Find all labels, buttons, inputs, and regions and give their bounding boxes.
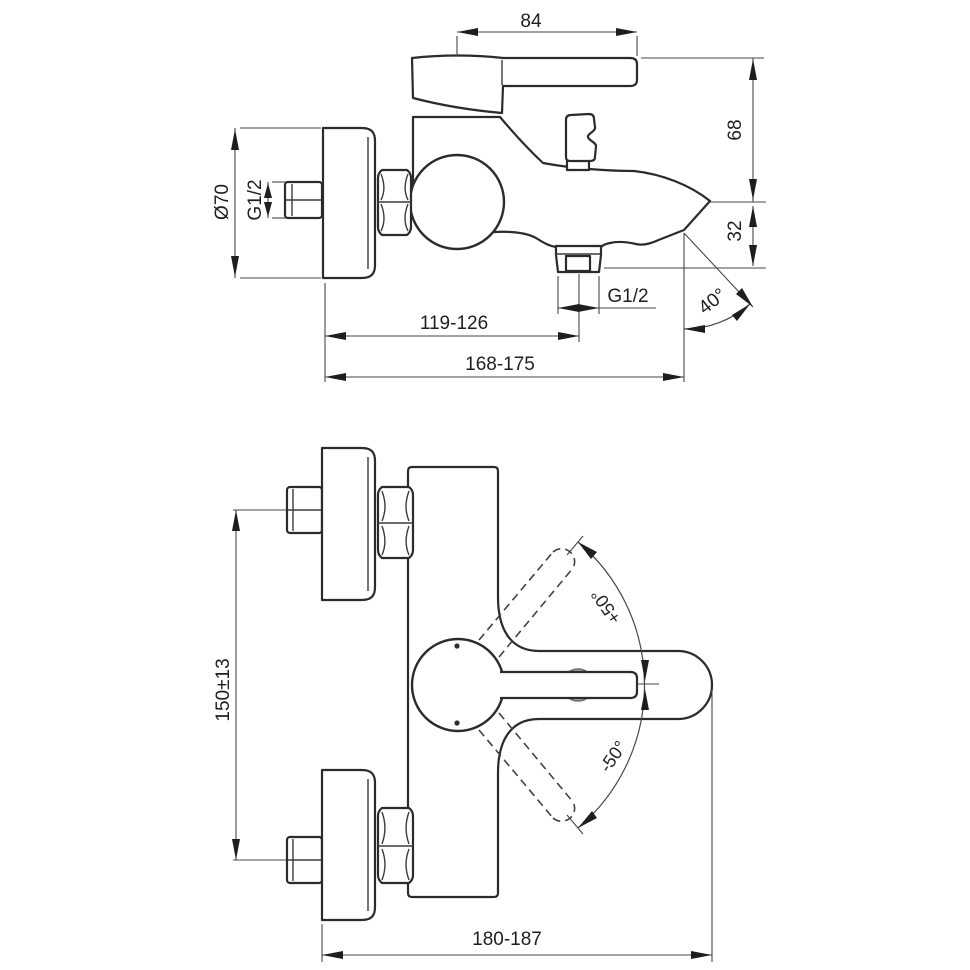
handle-lever xyxy=(412,56,637,114)
diverter-knob xyxy=(566,114,596,170)
dim-label-32: 32 xyxy=(725,220,746,242)
dim-label-40deg: 40° xyxy=(694,284,731,319)
dim-outlet-angle xyxy=(684,233,753,333)
lever-bar xyxy=(500,672,637,698)
upper-escutcheon xyxy=(322,448,375,600)
dim-label-68: 68 xyxy=(725,119,746,141)
lower-escutcheon xyxy=(322,770,375,920)
side-view xyxy=(212,11,766,382)
cartridge-housing xyxy=(410,155,504,249)
inlet-thread-nipple xyxy=(285,182,322,218)
dim-lever-length xyxy=(457,11,637,56)
hex-nut xyxy=(378,170,411,235)
cartridge-cover xyxy=(412,639,504,731)
dim-label-minus50: -50° xyxy=(595,737,631,776)
dim-label-plus50: +50° xyxy=(587,585,626,628)
dim-wall-to-outlet xyxy=(325,283,579,382)
dim-label-119-126: 119-126 xyxy=(419,313,489,334)
lower-inlet-nipple xyxy=(287,837,322,883)
upper-inlet-nipple xyxy=(287,487,322,533)
dim-inlet-spacing xyxy=(213,510,286,860)
dim-label-g12-inlet: G1/2 xyxy=(245,179,266,221)
dim-label-150: 150±13 xyxy=(213,658,234,722)
escutcheon xyxy=(323,128,375,278)
dim-label-dia70: Ø70 xyxy=(212,184,233,220)
cover-screw-dot-bottom xyxy=(454,720,459,725)
cover-screw-dot-top xyxy=(454,643,459,648)
dim-label-168-175: 168-175 xyxy=(465,354,535,375)
lower-hex-nut xyxy=(378,808,413,883)
front-view xyxy=(213,448,712,962)
upper-hex-nut xyxy=(378,487,413,558)
dim-label-84: 84 xyxy=(520,11,542,32)
dim-inlet-thread xyxy=(245,179,286,220)
dim-label-g12-outlet: G1/2 xyxy=(607,286,649,307)
outlet-thread-fitting xyxy=(556,246,601,272)
dim-outlet-thread xyxy=(558,274,656,342)
dim-label-180-187: 180-187 xyxy=(472,929,542,950)
